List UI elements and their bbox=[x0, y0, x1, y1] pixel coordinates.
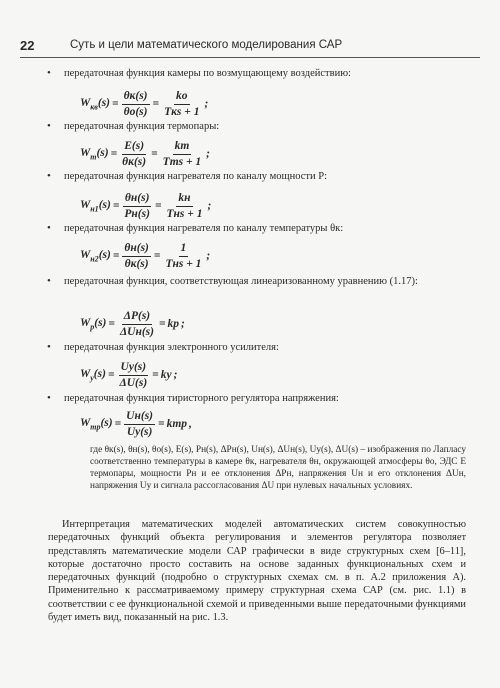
fraction-denominator: Pн(s) bbox=[124, 207, 150, 220]
equals-sign: = bbox=[112, 250, 120, 262]
formula-punctuation: , bbox=[189, 418, 192, 430]
formula-6 bbox=[80, 357, 177, 393]
lhs-subscript: н1 bbox=[90, 204, 99, 214]
body-paragraph: Интерпретация математических моделей автоматических систем совокупностью передаточных функций объекта регулирования и элементов регулятора позволяет представлять математические модели САР графически в виде структурных схем [6–11], которые достаточно просто составить на основе заданных функциональных схем и передаточных функций (подробно о структурных схемах см. в п. А.2 приложения А). Применительно к рассматриваемому примеру структурная схема САР (см. рис. 1.1) в соответствии с ее функциональной схемой и приведенными выше передаточными функциями будет иметь вид, показанный на рис. 1.3. bbox=[48, 519, 466, 624]
formula-row bbox=[80, 238, 210, 274]
formula-punctuation: ; bbox=[173, 369, 178, 381]
rhs-numerator: kн bbox=[176, 192, 192, 207]
rhs-coefficient: kр bbox=[167, 318, 180, 330]
lhs-subscript: н2 bbox=[90, 254, 99, 264]
formula-2 bbox=[80, 136, 210, 172]
fraction bbox=[118, 310, 156, 339]
fraction-denominator: ΔUн(s) bbox=[119, 325, 154, 338]
fraction-numerator: E(s) bbox=[122, 140, 146, 155]
fraction-numerator: θн(s) bbox=[122, 242, 151, 257]
equals-sign: = bbox=[153, 250, 161, 262]
equals-sign: = bbox=[114, 418, 122, 430]
rhs-coefficient: kу bbox=[160, 369, 172, 381]
fraction-denominator: θк(s) bbox=[122, 155, 147, 168]
lhs-subscript: т bbox=[90, 152, 97, 162]
fraction bbox=[161, 140, 204, 169]
bullet-text: • передаточная функция нагревателя по каналу мощности P: bbox=[64, 170, 449, 183]
lhs-symbol: W bbox=[80, 316, 91, 329]
formula-lhs: $W_{кв}(s)$ bbox=[80, 96, 111, 112]
lhs-subscript: кв bbox=[90, 102, 98, 112]
lhs-symbol: W bbox=[80, 248, 91, 261]
rhs-denominator: Tкs + 1 bbox=[164, 105, 200, 118]
fraction bbox=[124, 410, 155, 439]
lhs-symbol: W bbox=[80, 416, 91, 429]
running-title: Суть и цели математического моделирования САР bbox=[70, 39, 343, 51]
formula-punctuation: ; bbox=[181, 318, 185, 330]
fraction bbox=[120, 140, 148, 169]
fraction-numerator: ΔP(s) bbox=[122, 310, 152, 325]
lhs-symbol: W bbox=[80, 198, 91, 211]
fraction-numerator: Uн(s) bbox=[124, 410, 155, 425]
formula-row bbox=[80, 306, 185, 342]
formula-lhs: $W_{тр}(s)$ bbox=[80, 416, 113, 432]
lhs-symbol: W bbox=[80, 96, 91, 109]
rhs-denominator: Tтs + 1 bbox=[162, 155, 202, 168]
formula-punctuation: ; bbox=[207, 200, 212, 212]
equals-sign: = bbox=[108, 318, 115, 330]
formula-row bbox=[80, 86, 208, 122]
lhs-subscript: тр bbox=[90, 422, 101, 432]
fraction-denominator: θк(s) bbox=[124, 257, 149, 270]
equals-sign: = bbox=[112, 200, 120, 212]
bullet-text: • передаточная функция, соответствующая линеаризованному уравнению (1.17): bbox=[64, 275, 449, 288]
fraction bbox=[122, 192, 152, 221]
equals-sign: = bbox=[112, 98, 119, 110]
equals-sign: = bbox=[158, 318, 166, 330]
rhs-numerator: kт bbox=[173, 140, 192, 155]
bullet-text: • передаточная функция нагревателя по каналу температуры θк: bbox=[64, 222, 449, 235]
fraction-denominator: ΔU(s) bbox=[119, 376, 148, 389]
equals-sign: = bbox=[152, 98, 160, 110]
header-rule bbox=[20, 57, 480, 58]
equals-sign: = bbox=[158, 418, 165, 430]
formula-lhs: $W_{н1}(s)$ bbox=[80, 198, 111, 214]
formula-punctuation: ; bbox=[206, 148, 211, 160]
formula-lhs: $W_р(s)$ bbox=[80, 316, 107, 332]
formula-lhs: $W_{н2}(s)$ bbox=[80, 248, 111, 264]
equals-sign: = bbox=[154, 200, 162, 212]
fraction-denominator: θо(s) bbox=[123, 105, 148, 118]
fraction bbox=[122, 90, 150, 119]
fraction-numerator: θн(s) bbox=[123, 192, 152, 207]
fraction-numerator: Uу(s) bbox=[119, 361, 149, 376]
lhs-symbol: W bbox=[80, 146, 91, 159]
rhs-denominator: Tнs + 1 bbox=[166, 207, 203, 220]
formula-row bbox=[80, 188, 211, 224]
rhs-numerator: kо bbox=[174, 90, 190, 105]
fraction bbox=[118, 361, 150, 390]
rhs-denominator: Tнs + 1 bbox=[165, 257, 202, 270]
equals-sign: = bbox=[110, 148, 118, 160]
formula-row bbox=[80, 357, 177, 393]
bullet-text: • передаточная функция камеры по возмущающему воздействию: bbox=[64, 67, 449, 80]
fraction bbox=[163, 242, 203, 271]
equals-sign: = bbox=[151, 148, 158, 160]
formula-4 bbox=[80, 238, 210, 274]
fraction bbox=[122, 242, 151, 271]
formula-punctuation: ; bbox=[204, 98, 209, 110]
bullet-text: • передаточная функция электронного усилителя: bbox=[64, 341, 449, 354]
formula-lhs: $W_т(s)$ bbox=[80, 146, 109, 162]
equals-sign: = bbox=[107, 369, 115, 381]
fraction-denominator: Uу(s) bbox=[126, 425, 153, 438]
formula-lhs: $W_у(s)$ bbox=[80, 367, 106, 383]
bullet-text: • передаточная функция тиристорного регулятора напряжения: bbox=[64, 392, 449, 405]
page-number: 22 bbox=[20, 38, 35, 53]
formula-punctuation: ; bbox=[206, 250, 211, 262]
fraction bbox=[165, 192, 205, 221]
page-header bbox=[20, 38, 480, 58]
fraction bbox=[162, 90, 201, 119]
formula-1 bbox=[80, 86, 208, 122]
notation-explanation: где θк(s), θн(s), θо(s), E(s), Pн(s), ΔPн(s), Uн(s), ΔUн(s), Uу(s), ΔU(s) – изображения по Лапласу соответственно температуры в камере θк, нагревателя θн, окружающей атмосферы θо, ЭДС E термопары, мощности Pн и ее отклонения ΔPн, напряжения Uн и его отклонения ΔUн, напряжения Uу и сигнала рассогласования ΔU при нулевых начальных условиях. bbox=[90, 445, 466, 491]
lhs-subscript: р bbox=[90, 322, 95, 332]
lhs-symbol: W bbox=[80, 367, 91, 380]
rhs-coefficient: kтр bbox=[166, 418, 188, 430]
fraction-numerator: θк(s) bbox=[122, 90, 150, 105]
formula-row bbox=[80, 406, 192, 442]
formula-3 bbox=[80, 188, 211, 224]
equals-sign: = bbox=[152, 369, 159, 381]
formula-5 bbox=[80, 306, 185, 342]
formula-7 bbox=[80, 406, 192, 442]
bullet-text: • передаточная функция термопары: bbox=[64, 120, 449, 133]
lhs-subscript: у bbox=[90, 373, 94, 383]
formula-row bbox=[80, 136, 210, 172]
rhs-numerator: 1 bbox=[179, 242, 189, 257]
